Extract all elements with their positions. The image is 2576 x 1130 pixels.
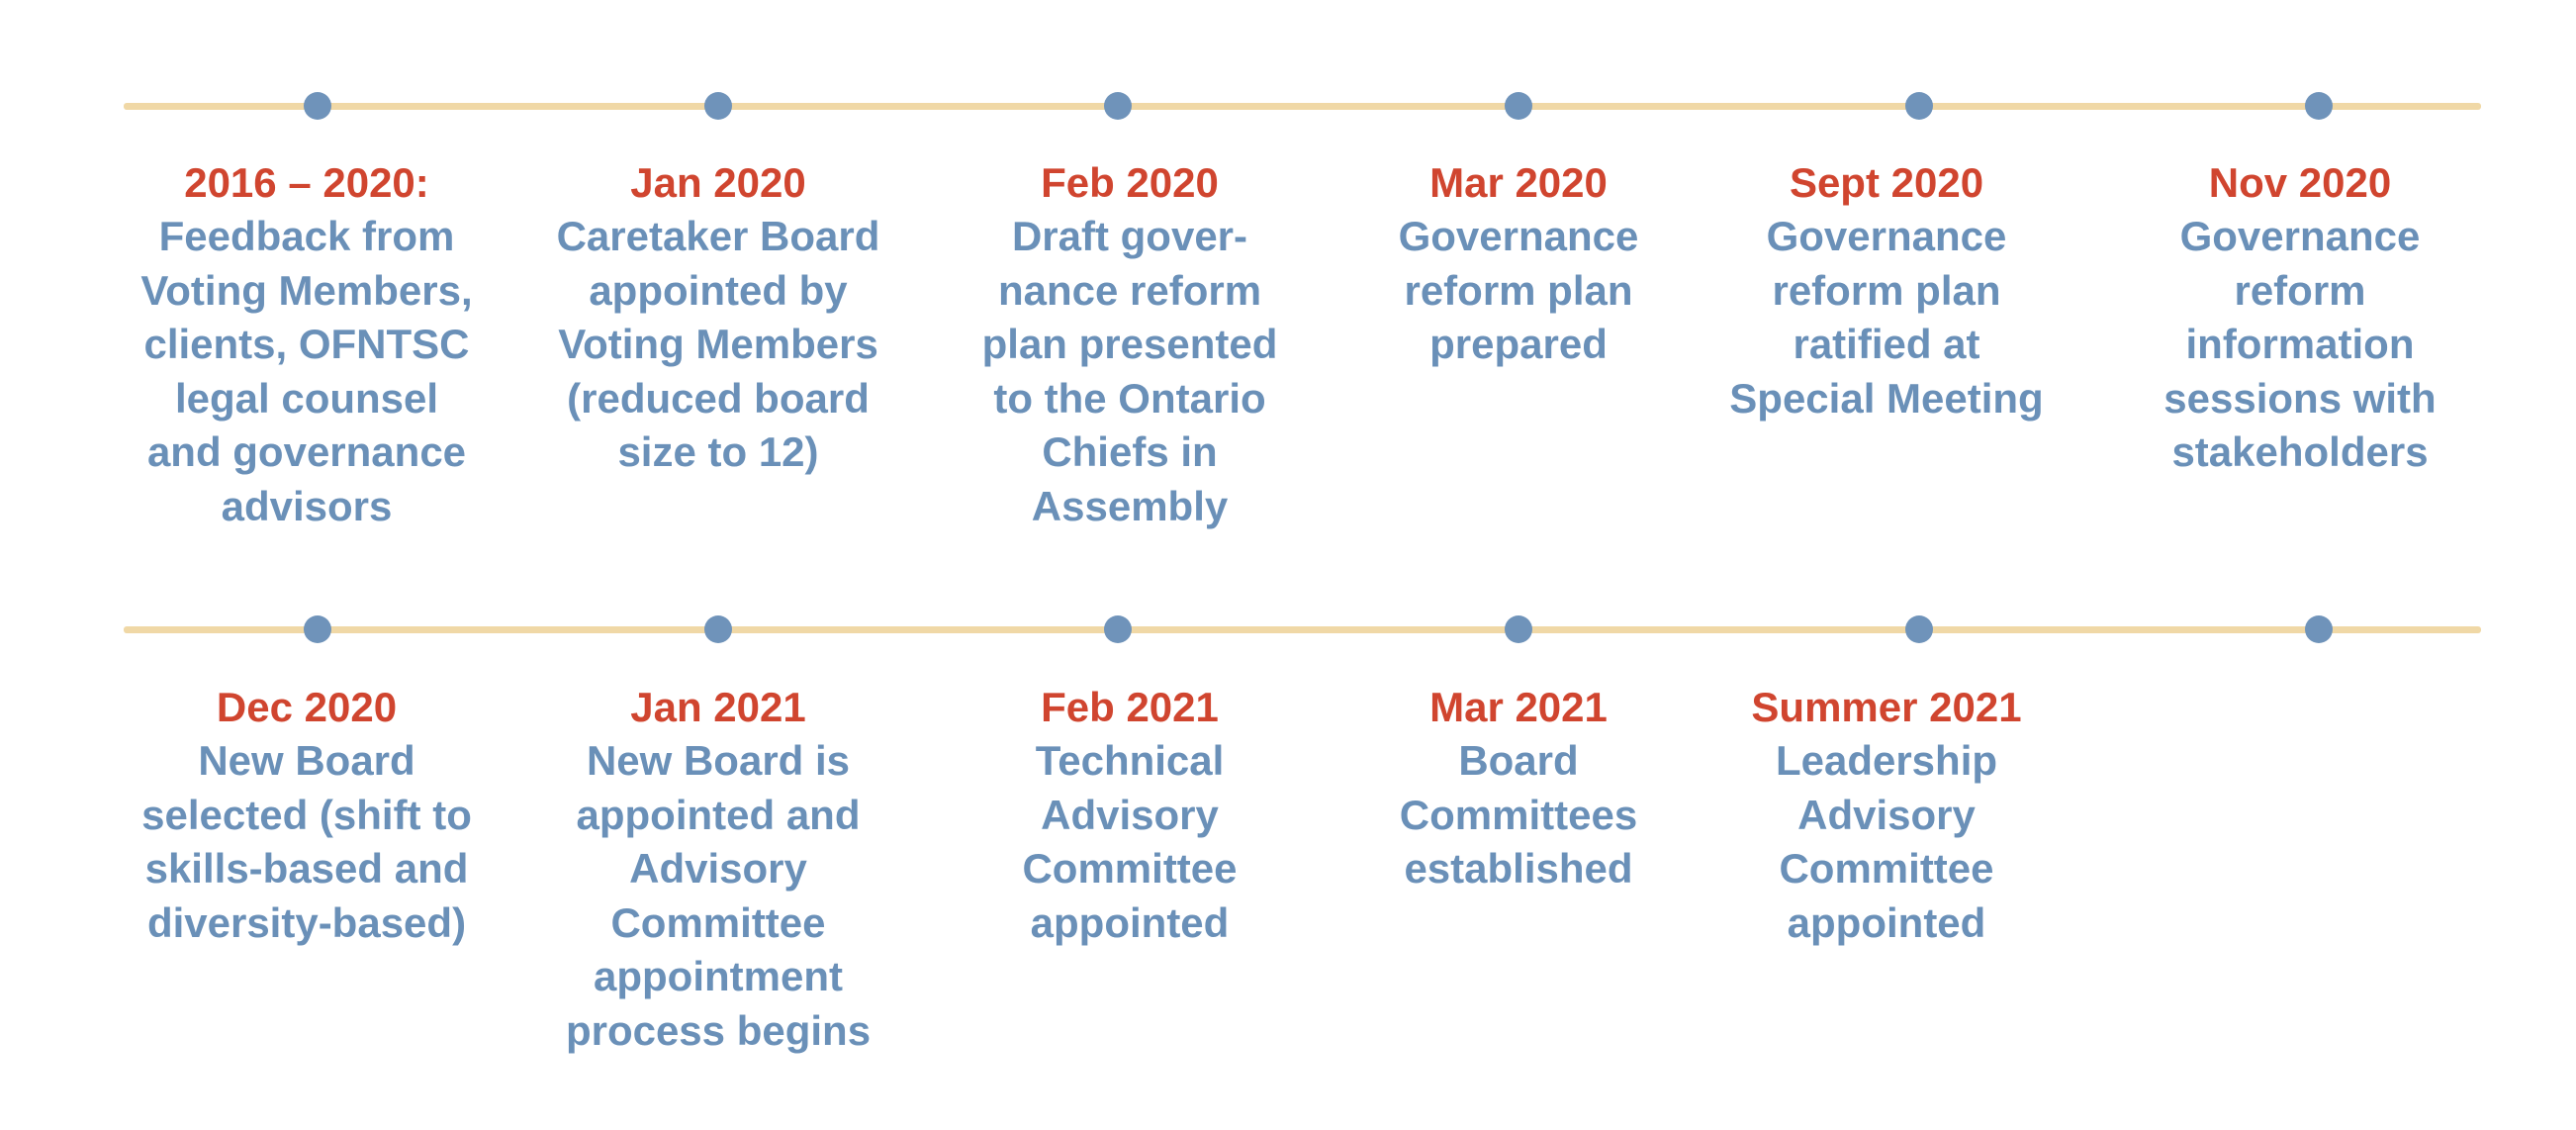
event-date: Jan 2021 bbox=[630, 684, 806, 730]
event-description bbox=[1689, 210, 2084, 425]
event-line: information bbox=[2185, 321, 2415, 367]
event-description bbox=[109, 210, 505, 533]
event-line: (reduced board bbox=[567, 374, 870, 422]
timeline-marker bbox=[1104, 92, 1132, 120]
event-line: clients, OFNTSC bbox=[143, 321, 470, 367]
event-line: appointed by bbox=[589, 266, 848, 314]
event-line: Technical bbox=[1035, 737, 1225, 784]
event-line: Voting Members, bbox=[140, 266, 473, 314]
event-line: appointed bbox=[1787, 898, 1986, 946]
timeline-row-2 bbox=[0, 524, 2576, 1130]
event-date: Summer 2021 bbox=[1751, 684, 2022, 730]
event-description bbox=[1321, 210, 1716, 372]
event-line: selected (shift to bbox=[141, 791, 472, 838]
event-line: Governance bbox=[1766, 213, 2007, 259]
event-line: New Board is bbox=[586, 737, 851, 784]
timeline-event bbox=[520, 156, 916, 480]
timeline-event bbox=[109, 156, 505, 533]
event-line: Advisory bbox=[629, 845, 807, 892]
event-description bbox=[520, 734, 916, 1058]
event-line: New Board bbox=[198, 737, 415, 784]
timeline-marker bbox=[304, 92, 331, 120]
event-line: reform bbox=[2234, 266, 2366, 314]
event-line: appointment bbox=[594, 953, 843, 999]
event-line: ratified at bbox=[1793, 321, 1980, 367]
timeline-track bbox=[124, 626, 2481, 633]
event-line: to the Ontario bbox=[993, 374, 1266, 422]
timeline-marker bbox=[2305, 615, 2333, 643]
event-line: appointed bbox=[1030, 898, 1230, 946]
event-description bbox=[520, 210, 916, 480]
event-date: Feb 2021 bbox=[1041, 684, 1219, 730]
event-line: reform plan bbox=[1404, 266, 1633, 314]
event-line: Draft gover- bbox=[1011, 213, 1248, 259]
timeline-event bbox=[109, 681, 505, 950]
timeline-event bbox=[932, 681, 1328, 950]
timeline-marker bbox=[1905, 615, 1933, 643]
event-description bbox=[932, 734, 1328, 950]
timeline-marker bbox=[1505, 615, 1532, 643]
event-line: Special Meeting bbox=[1729, 374, 2044, 422]
event-line: Leadership bbox=[1775, 737, 1998, 784]
event-line: process begins bbox=[565, 1006, 872, 1054]
event-line: diversity-based) bbox=[146, 898, 467, 946]
event-line: reform plan bbox=[1772, 266, 2001, 314]
event-line: sessions with bbox=[2163, 374, 2437, 422]
event-line: Governance bbox=[2179, 213, 2421, 259]
event-line: advisors bbox=[221, 482, 393, 529]
timeline-marker bbox=[1505, 92, 1532, 120]
event-line: Committee bbox=[1779, 845, 1994, 892]
event-line: Advisory bbox=[1041, 791, 1219, 838]
event-line: Committee bbox=[610, 898, 826, 946]
event-line: nance reform bbox=[997, 266, 1262, 314]
timeline-track bbox=[124, 103, 2481, 110]
event-date: Nov 2020 bbox=[2208, 159, 2392, 206]
timeline-marker bbox=[704, 92, 732, 120]
event-date: Mar 2020 bbox=[1429, 159, 1608, 206]
event-description bbox=[1321, 734, 1716, 896]
event-line: size to 12) bbox=[617, 428, 819, 475]
timeline-event bbox=[932, 156, 1328, 533]
event-date: Sept 2020 bbox=[1789, 159, 1984, 206]
event-line: Assembly bbox=[1031, 482, 1229, 529]
event-description bbox=[1689, 734, 2084, 950]
event-line: Committees bbox=[1399, 791, 1638, 838]
event-description bbox=[2102, 210, 2498, 480]
timeline-marker bbox=[704, 615, 732, 643]
event-line: plan presented bbox=[981, 321, 1278, 367]
event-line: Feedback from bbox=[158, 213, 455, 259]
event-line: and governance bbox=[146, 428, 467, 475]
event-line: legal counsel bbox=[174, 374, 439, 422]
timeline-event bbox=[520, 681, 916, 1058]
event-description bbox=[932, 210, 1328, 533]
event-description bbox=[109, 734, 505, 950]
timeline-event bbox=[1321, 681, 1716, 896]
timeline-marker bbox=[2305, 92, 2333, 120]
timeline-marker bbox=[304, 615, 331, 643]
event-line: Governance bbox=[1398, 213, 1639, 259]
timeline-row-1 bbox=[0, 0, 2576, 529]
event-line: skills-based and bbox=[144, 845, 469, 892]
event-line: stakeholders bbox=[2171, 428, 2429, 475]
event-line: Committee bbox=[1022, 845, 1238, 892]
event-line: Board bbox=[1458, 737, 1579, 784]
event-date: Dec 2020 bbox=[216, 684, 398, 730]
event-line: prepared bbox=[1429, 321, 1608, 367]
timeline-event bbox=[1689, 681, 2084, 950]
timeline-marker bbox=[1905, 92, 1933, 120]
event-line: Advisory bbox=[1797, 791, 1976, 838]
event-date: Mar 2021 bbox=[1429, 684, 1608, 730]
event-date: Feb 2020 bbox=[1041, 159, 1219, 206]
event-line: Chiefs in bbox=[1042, 428, 1218, 475]
timeline-event bbox=[1321, 156, 1716, 372]
event-line: Voting Members bbox=[558, 321, 878, 367]
timeline-event bbox=[2102, 156, 2498, 480]
event-line: appointed and bbox=[576, 791, 861, 838]
event-line: Caretaker Board bbox=[556, 213, 880, 259]
timeline-marker bbox=[1104, 615, 1132, 643]
timeline-event bbox=[1689, 156, 2084, 425]
event-line: established bbox=[1404, 845, 1633, 892]
event-date: 2016 – 2020: bbox=[184, 159, 429, 206]
event-date: Jan 2020 bbox=[630, 159, 806, 206]
